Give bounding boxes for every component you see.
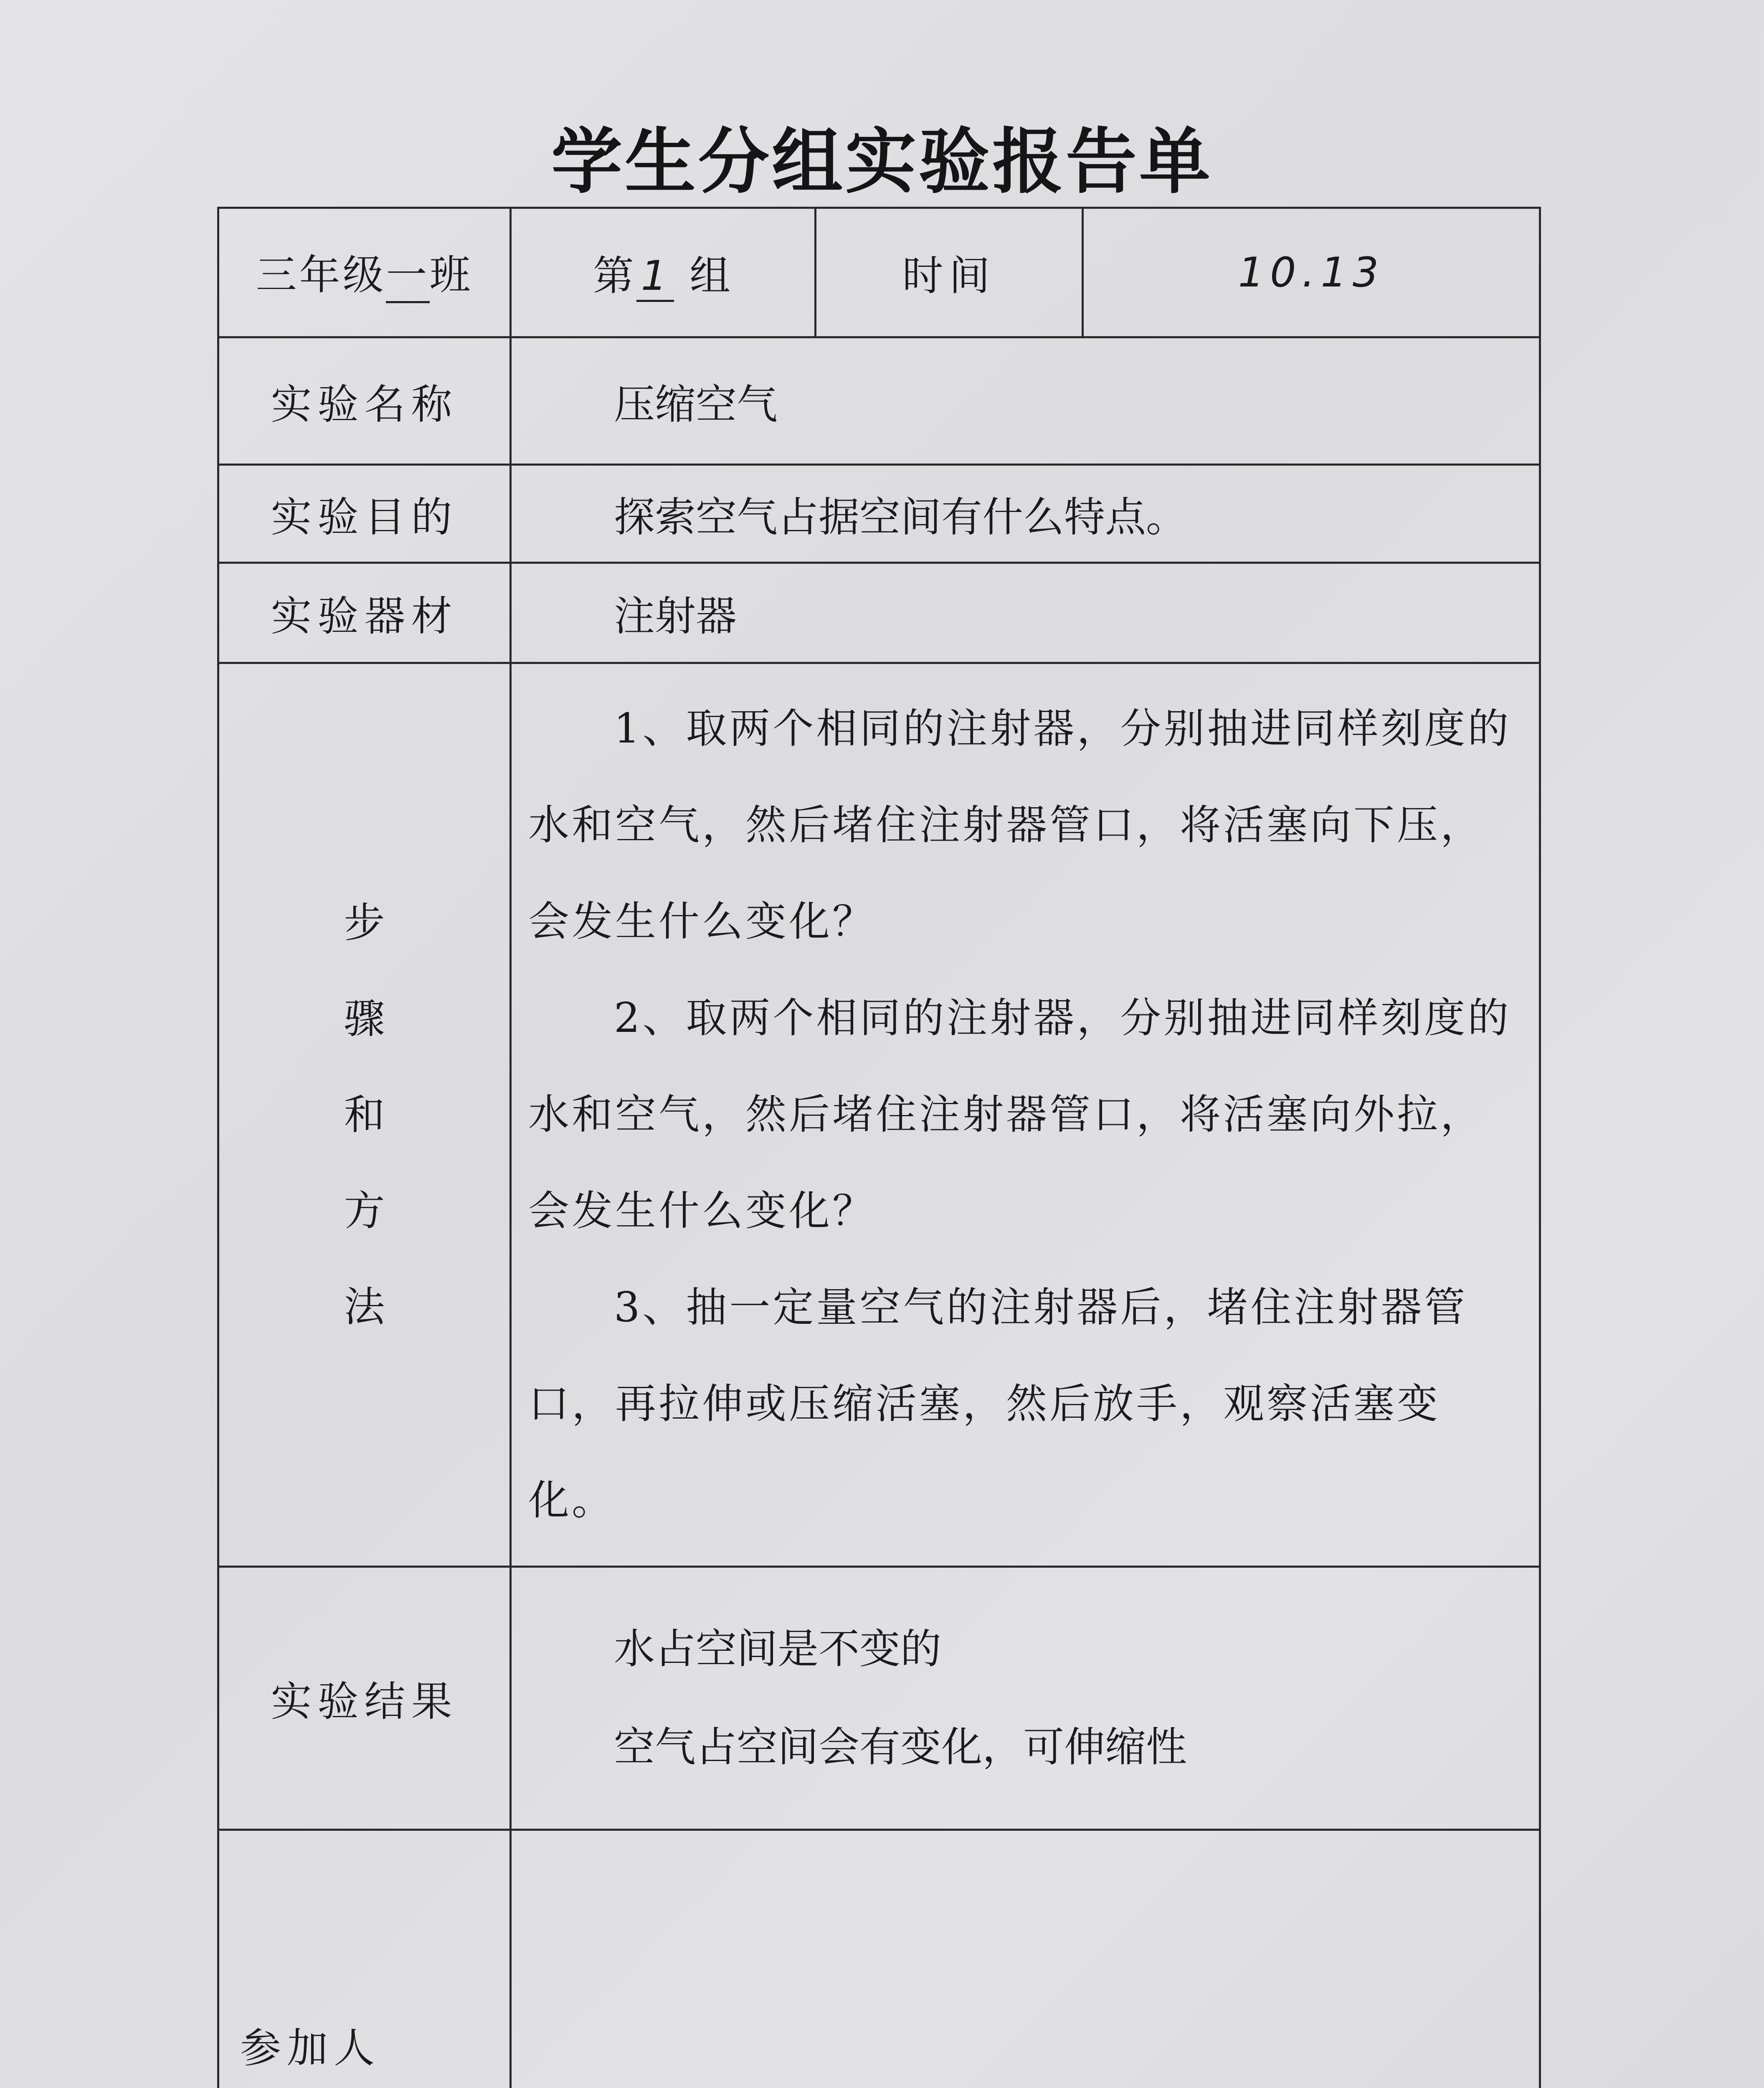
grade-class-cell [218,208,511,337]
step-item: 3、抽一定量空气的注射器后，堵住注射器管口，再拉伸或压缩活塞，然后放手，观察活塞变化。 [528,1284,1468,1524]
purpose-row [218,465,1540,563]
steps-label-char: 骤 [344,995,385,1043]
result-line: 空气占空间会有变化，可伸缩性 [614,1723,1187,1771]
materials-label: 实验器材 [218,563,511,663]
result-line: 水占空间是不变的 [614,1625,942,1673]
page-title: 学生分组实验报告单 [551,121,1213,203]
participants-value [511,1830,1540,2088]
purpose-label: 实验目的 [218,465,511,563]
participants-label: 参加人 [218,1830,511,2088]
class-suffix: 班 [429,251,473,299]
group-prefix: 第 [593,252,636,300]
step-item: 1、取两个相同的注射器，分别抽进同样刻度的水和空气，然后堵住注射器管口，将活塞向下压，会发生什么变化？ [528,705,1511,945]
steps-label [218,663,511,1567]
grade-prefix: 三年级 [256,251,386,299]
steps-label-char: 方 [344,1187,385,1235]
result-content [511,1567,1540,1830]
result-label: 实验结果 [218,1567,511,1830]
group-suffix: 组 [689,252,733,300]
result-row [218,1567,1540,1830]
step-item: 2、取两个相同的注射器，分别抽进同样刻度的水和空气，然后堵住注射器管口，将活塞向外拉，会发生什么变化？ [528,994,1511,1235]
steps-content [511,663,1540,1567]
steps-label-char: 和 [344,1091,385,1139]
class-number: 一 [386,242,429,303]
steps-label-char: 法 [344,1283,385,1331]
purpose-value: 探索空气占据空间有什么特点。 [511,465,1540,563]
time-label: 时间 [816,208,1083,337]
group-number: 1 [636,252,674,302]
header-row [218,208,1540,337]
materials-row [218,563,1540,663]
name-row [218,337,1540,465]
name-value: 压缩空气 [511,337,1540,465]
group-cell [511,208,816,337]
participants-row [218,1830,1540,2088]
steps-row [218,663,1540,1567]
steps-label-char: 步 [344,899,385,947]
materials-value: 注射器 [511,563,1540,663]
report-table [217,207,1541,2088]
name-label: 实验名称 [218,337,511,465]
time-value: 10.13 [1083,208,1540,337]
